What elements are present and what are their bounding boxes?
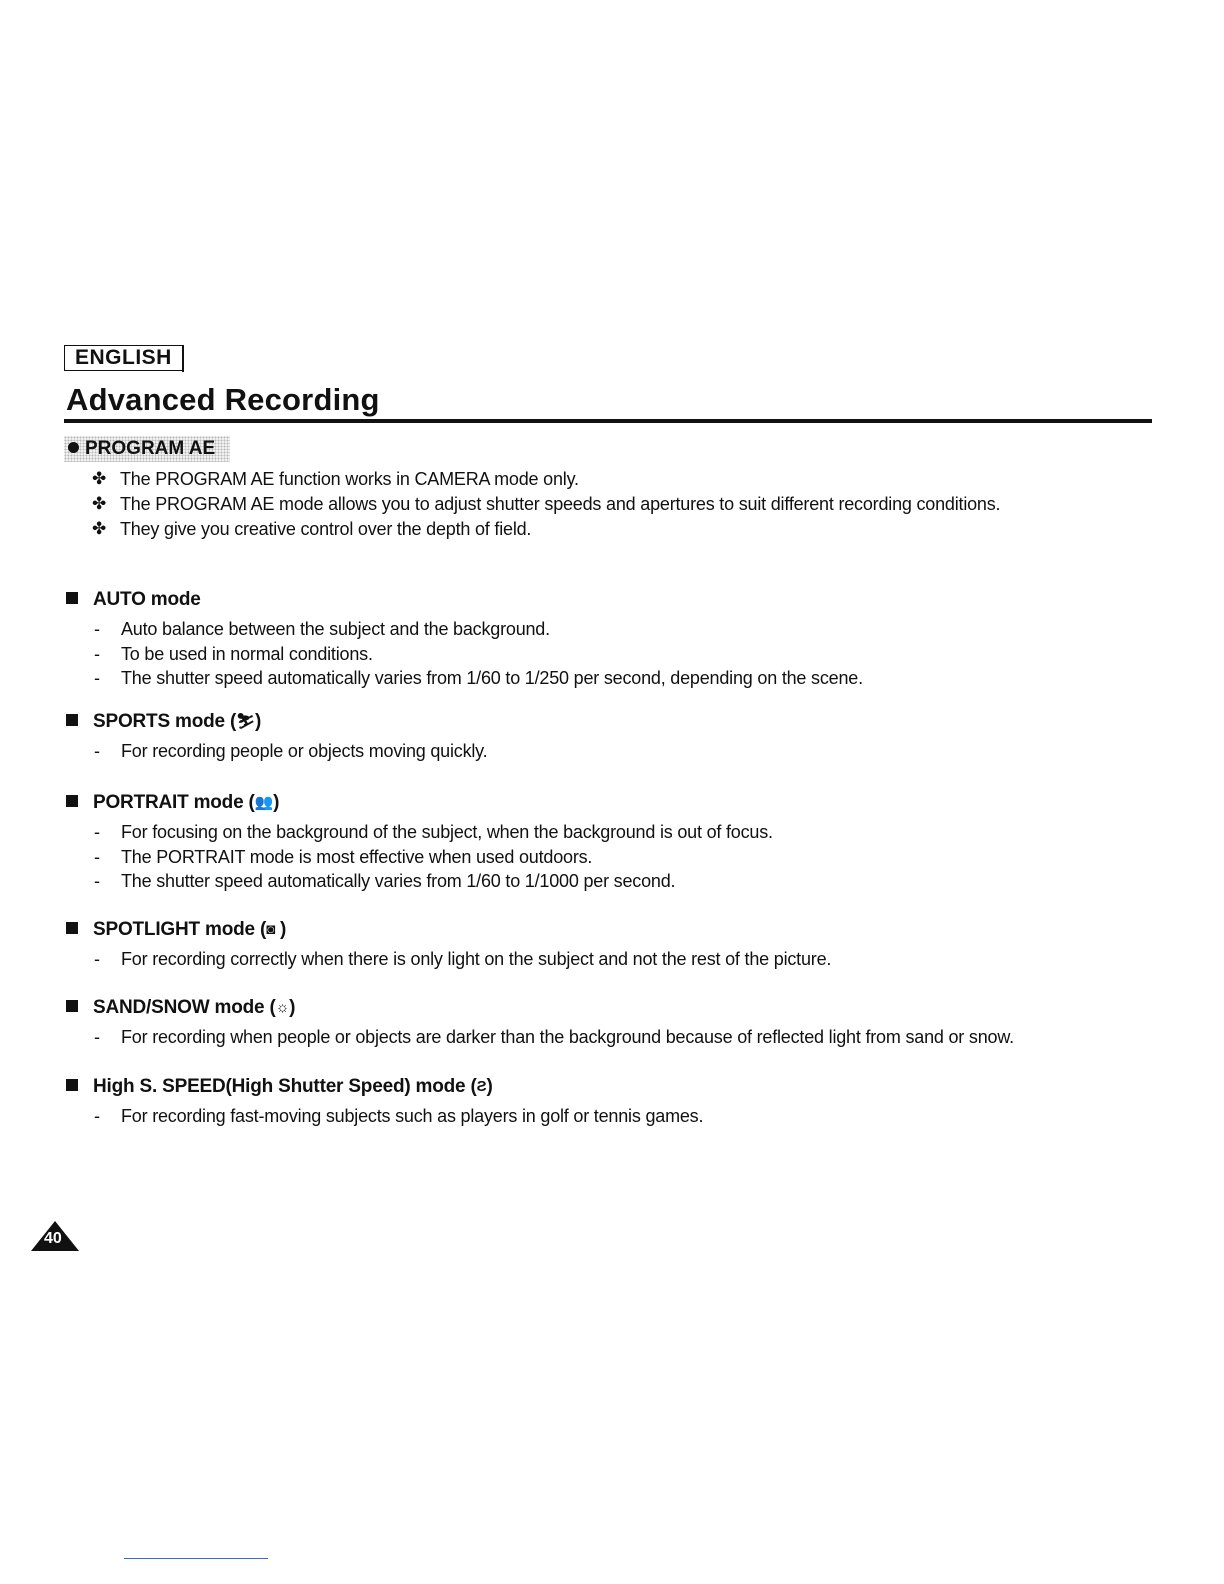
high-shutter-speed-icon: Ƨ bbox=[476, 1078, 487, 1095]
square-bullet-icon bbox=[66, 795, 78, 807]
mode-auto bbox=[66, 588, 863, 692]
title-divider bbox=[64, 419, 1152, 423]
mode-heading: SPORTS mode (⛷) bbox=[66, 710, 487, 736]
mode-items bbox=[66, 740, 487, 765]
clover-bullet-icon: ✤ bbox=[92, 519, 107, 538]
intro-list bbox=[92, 468, 1000, 543]
list-item: - For recording people or objects moving quickly. bbox=[66, 740, 487, 765]
mode-items bbox=[66, 821, 773, 895]
mode-items bbox=[66, 1026, 1014, 1051]
list-item: - The shutter speed automatically varies from 1/60 to 1/250 per second, depending on the scene. bbox=[66, 667, 863, 692]
intro-item: ✤ They give you creative control over the depth of field. bbox=[92, 519, 532, 539]
portrait-icon: 👥 bbox=[254, 794, 274, 811]
mode-high-shutter-speed bbox=[66, 1075, 703, 1130]
section-label bbox=[64, 436, 230, 462]
mode-portrait bbox=[66, 791, 773, 895]
bottom-divider bbox=[124, 1558, 268, 1559]
spotlight-icon: ◙ bbox=[266, 921, 275, 938]
mode-items bbox=[66, 618, 863, 692]
list-item: - Auto balance between the subject and the background. bbox=[66, 618, 863, 643]
square-bullet-icon bbox=[66, 592, 78, 604]
page-number-badge bbox=[30, 1220, 80, 1252]
list-item: - For focusing on the background of the subject, when the background is out of focus. bbox=[66, 821, 773, 846]
list-item: - For recording fast-moving subjects such as players in golf or tennis games. bbox=[66, 1105, 703, 1130]
mode-spotlight bbox=[66, 918, 831, 973]
mode-heading: SAND/SNOW mode (☼) bbox=[66, 996, 1014, 1022]
page-title: Advanced Recording bbox=[66, 382, 380, 417]
square-bullet-icon bbox=[66, 714, 78, 726]
intro-item: ✤ The PROGRAM AE mode allows you to adjust shutter speeds and apertures to suit different recording conditions. bbox=[92, 494, 1001, 514]
mode-heading: PORTRAIT mode (👥) bbox=[66, 791, 773, 817]
mode-items bbox=[66, 948, 831, 973]
language-tag: ENGLISH bbox=[64, 345, 184, 371]
mode-heading: SPOTLIGHT mode (◙ ) bbox=[66, 918, 831, 944]
list-item: - For recording correctly when there is only light on the subject and not the rest of the picture. bbox=[66, 948, 831, 973]
square-bullet-icon bbox=[66, 922, 78, 934]
clover-bullet-icon: ✤ bbox=[92, 469, 107, 488]
square-bullet-icon bbox=[66, 1000, 78, 1012]
mode-heading: High S. SPEED(High Shutter Speed) mode (Ƨ) bbox=[66, 1075, 703, 1101]
bullet-dot-icon bbox=[68, 442, 79, 453]
mode-sand-snow bbox=[66, 996, 1014, 1051]
list-item: - The PORTRAIT mode is most effective when used outdoors. bbox=[66, 846, 773, 871]
sand-snow-icon: ☼ bbox=[275, 999, 290, 1016]
list-item: - The shutter speed automatically varies from 1/60 to 1/1000 per second. bbox=[66, 870, 773, 895]
mode-items bbox=[66, 1105, 703, 1130]
mode-sports bbox=[66, 710, 487, 765]
square-bullet-icon bbox=[66, 1079, 78, 1091]
intro-item: ✤ The PROGRAM AE function works in CAMERA mode only. bbox=[92, 469, 579, 489]
section-label-text: PROGRAM AE bbox=[85, 438, 216, 459]
clover-bullet-icon: ✤ bbox=[92, 494, 107, 513]
list-item: - For recording when people or objects are darker than the background because of reflected light from sand or snow. bbox=[66, 1026, 1014, 1051]
mode-heading: AUTO mode bbox=[66, 588, 863, 614]
page-number: 40 bbox=[44, 1230, 62, 1247]
list-item: - To be used in normal conditions. bbox=[66, 643, 863, 668]
running-figure-icon: ⛷ bbox=[236, 713, 255, 730]
